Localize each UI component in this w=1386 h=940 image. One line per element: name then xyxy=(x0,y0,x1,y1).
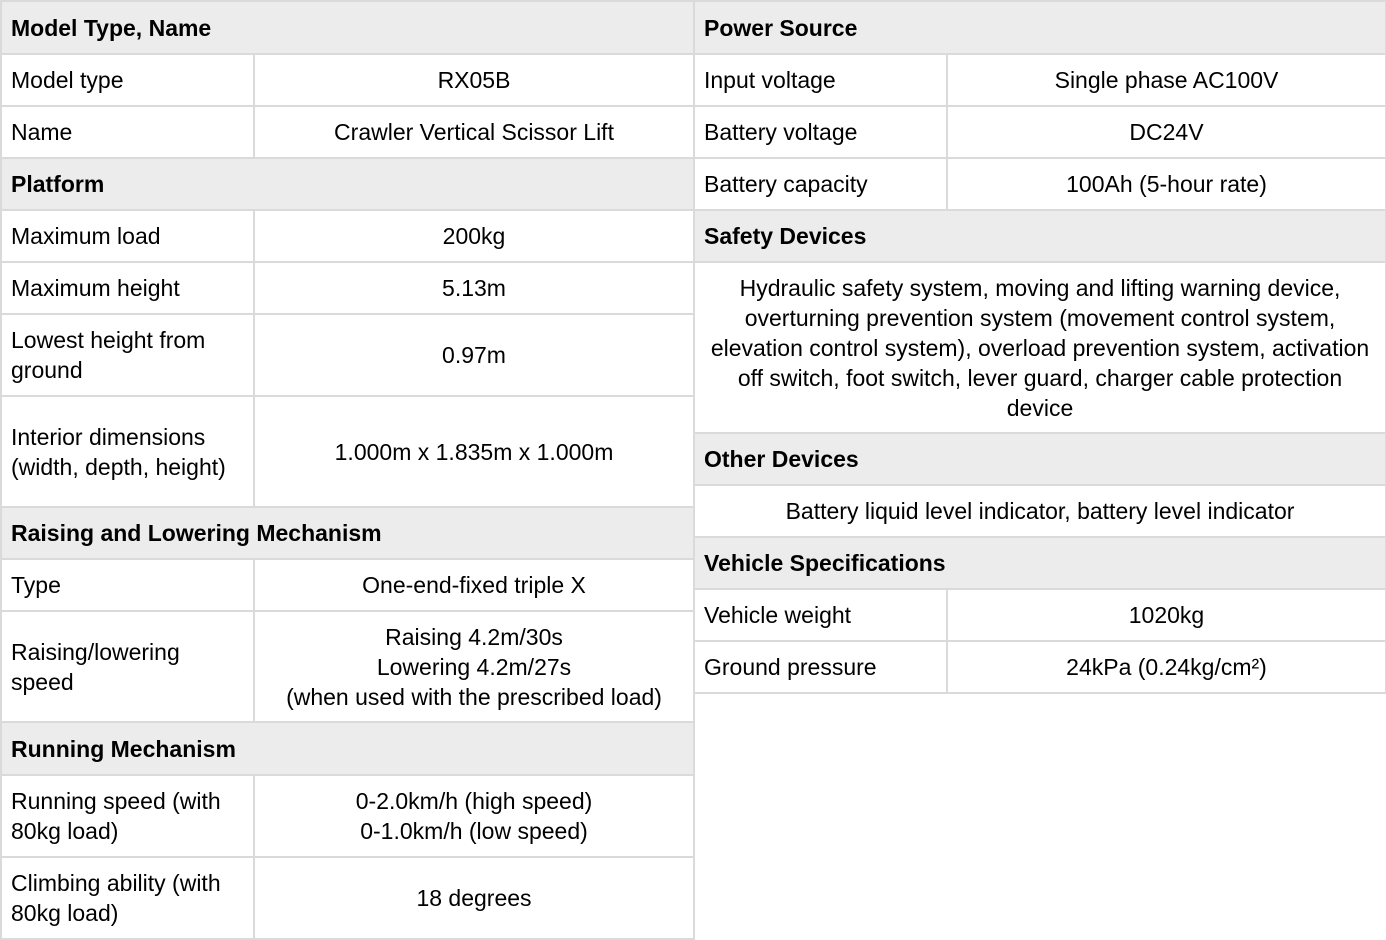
spec-value: 1.000m x 1.835m x 1.000m xyxy=(254,396,694,507)
section-row xyxy=(694,1,1386,54)
section-heading-raising: Raising and Lowering Mechanism xyxy=(1,507,694,559)
spec-value: Single phase AC100V xyxy=(947,54,1386,106)
spec-value: 18 degrees xyxy=(254,857,694,939)
right-spec-table xyxy=(693,0,1386,694)
section-row xyxy=(694,210,1386,262)
spec-value: RX05B xyxy=(254,54,694,106)
spec-label: Input voltage xyxy=(694,54,947,106)
table-row xyxy=(1,857,694,939)
section-row xyxy=(694,537,1386,589)
section-heading-power: Power Source xyxy=(694,1,1386,54)
table-row xyxy=(1,54,694,106)
section-heading-model: Model Type, Name xyxy=(1,1,694,54)
table-row xyxy=(1,396,694,507)
table-row xyxy=(1,314,694,396)
spec-label: Lowest height from ground xyxy=(1,314,254,396)
spec-value: 0.97m xyxy=(254,314,694,396)
table-row xyxy=(694,158,1386,210)
table-row xyxy=(694,106,1386,158)
spec-label: Raising/lowering speed xyxy=(1,611,254,722)
spec-label: Model type xyxy=(1,54,254,106)
right-spec-column xyxy=(693,0,1385,694)
table-row xyxy=(694,262,1386,433)
spec-label: Maximum height xyxy=(1,262,254,314)
section-heading-other: Other Devices xyxy=(694,433,1386,485)
table-row xyxy=(694,641,1386,693)
table-row xyxy=(1,559,694,611)
table-row xyxy=(1,611,694,722)
section-heading-running: Running Mechanism xyxy=(1,722,694,775)
table-row xyxy=(694,485,1386,537)
spec-value: 0-2.0km/h (high speed) 0-1.0km/h (low speed) xyxy=(254,775,694,857)
table-row xyxy=(1,775,694,857)
section-heading-platform: Platform xyxy=(1,158,694,210)
section-row xyxy=(694,433,1386,485)
section-row xyxy=(1,722,694,775)
section-row xyxy=(1,507,694,559)
table-row xyxy=(694,589,1386,641)
section-row xyxy=(1,1,694,54)
spec-label: Running speed (with 80kg load) xyxy=(1,775,254,857)
table-row xyxy=(1,262,694,314)
spec-value: 200kg xyxy=(254,210,694,262)
spec-value: 1020kg xyxy=(947,589,1386,641)
spec-value: 24kPa (0.24kg/cm²) xyxy=(947,641,1386,693)
other-devices-text: Battery liquid level indicator, battery level indicator xyxy=(694,485,1386,537)
spec-value: 100Ah (5-hour rate) xyxy=(947,158,1386,210)
section-row xyxy=(1,158,694,210)
spec-label: Battery capacity xyxy=(694,158,947,210)
spec-value: One-end-fixed triple X xyxy=(254,559,694,611)
table-row xyxy=(694,54,1386,106)
spec-value: Crawler Vertical Scissor Lift xyxy=(254,106,694,158)
spec-value: Raising 4.2m/30s Lowering 4.2m/27s (when used with the prescribed load) xyxy=(254,611,694,722)
section-heading-vehicle: Vehicle Specifications xyxy=(694,537,1386,589)
spec-value: DC24V xyxy=(947,106,1386,158)
table-row xyxy=(1,106,694,158)
spec-label: Name xyxy=(1,106,254,158)
spec-label: Battery voltage xyxy=(694,106,947,158)
section-heading-safety: Safety Devices xyxy=(694,210,1386,262)
spec-label: Type xyxy=(1,559,254,611)
spec-label: Vehicle weight xyxy=(694,589,947,641)
spec-label: Climbing ability (with 80kg load) xyxy=(1,857,254,939)
table-row xyxy=(1,210,694,262)
safety-devices-text: Hydraulic safety system, moving and lifting warning device, overturning prevention system (movement control system, elevation control system), overload prevention system, activation off switch, foot switch, lever guard, charger cable protection device xyxy=(694,262,1386,433)
spec-label: Interior dimensions (width, depth, height) xyxy=(1,396,254,507)
spec-label: Ground pressure xyxy=(694,641,947,693)
spec-value: 5.13m xyxy=(254,262,694,314)
spec-label: Maximum load xyxy=(1,210,254,262)
